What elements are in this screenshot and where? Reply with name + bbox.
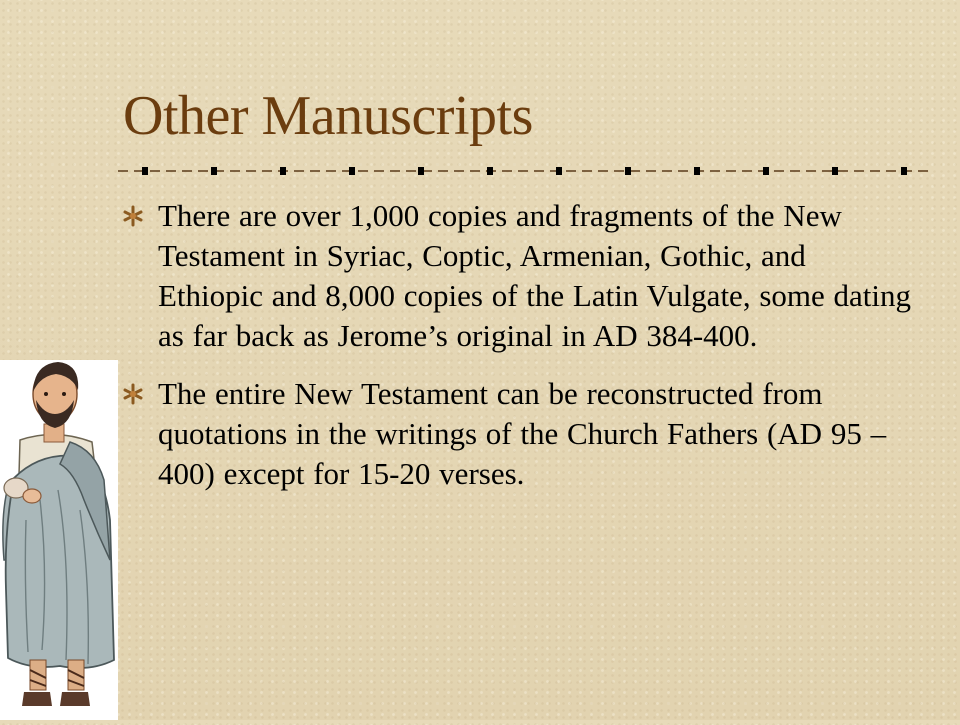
bullet-item bbox=[122, 374, 912, 494]
bullet-list bbox=[122, 196, 912, 512]
dashed-divider bbox=[118, 160, 930, 182]
figure-clipart-panel bbox=[0, 360, 118, 720]
bullet-text: There are over 1,000 copies and fragments of the New Testament in Syriac, Coptic, Armenian, Gothic, and Ethiopic and 8,000 copies of the Latin Vulgate, some dating as far back as Jerome’s original in AD 384-400. bbox=[158, 198, 911, 353]
bullet-text: The entire New Testament can be reconstructed from quotations in the writings of the Church Fathers (AD 95 – 400) except for 15-20 verses. bbox=[158, 376, 887, 491]
bullet-item bbox=[122, 196, 912, 356]
slide-title: Other Manuscripts bbox=[123, 85, 533, 147]
robed-man-illustration bbox=[0, 360, 118, 720]
asterisk-bullet-icon bbox=[122, 205, 144, 227]
asterisk-bullet-icon bbox=[122, 383, 144, 405]
